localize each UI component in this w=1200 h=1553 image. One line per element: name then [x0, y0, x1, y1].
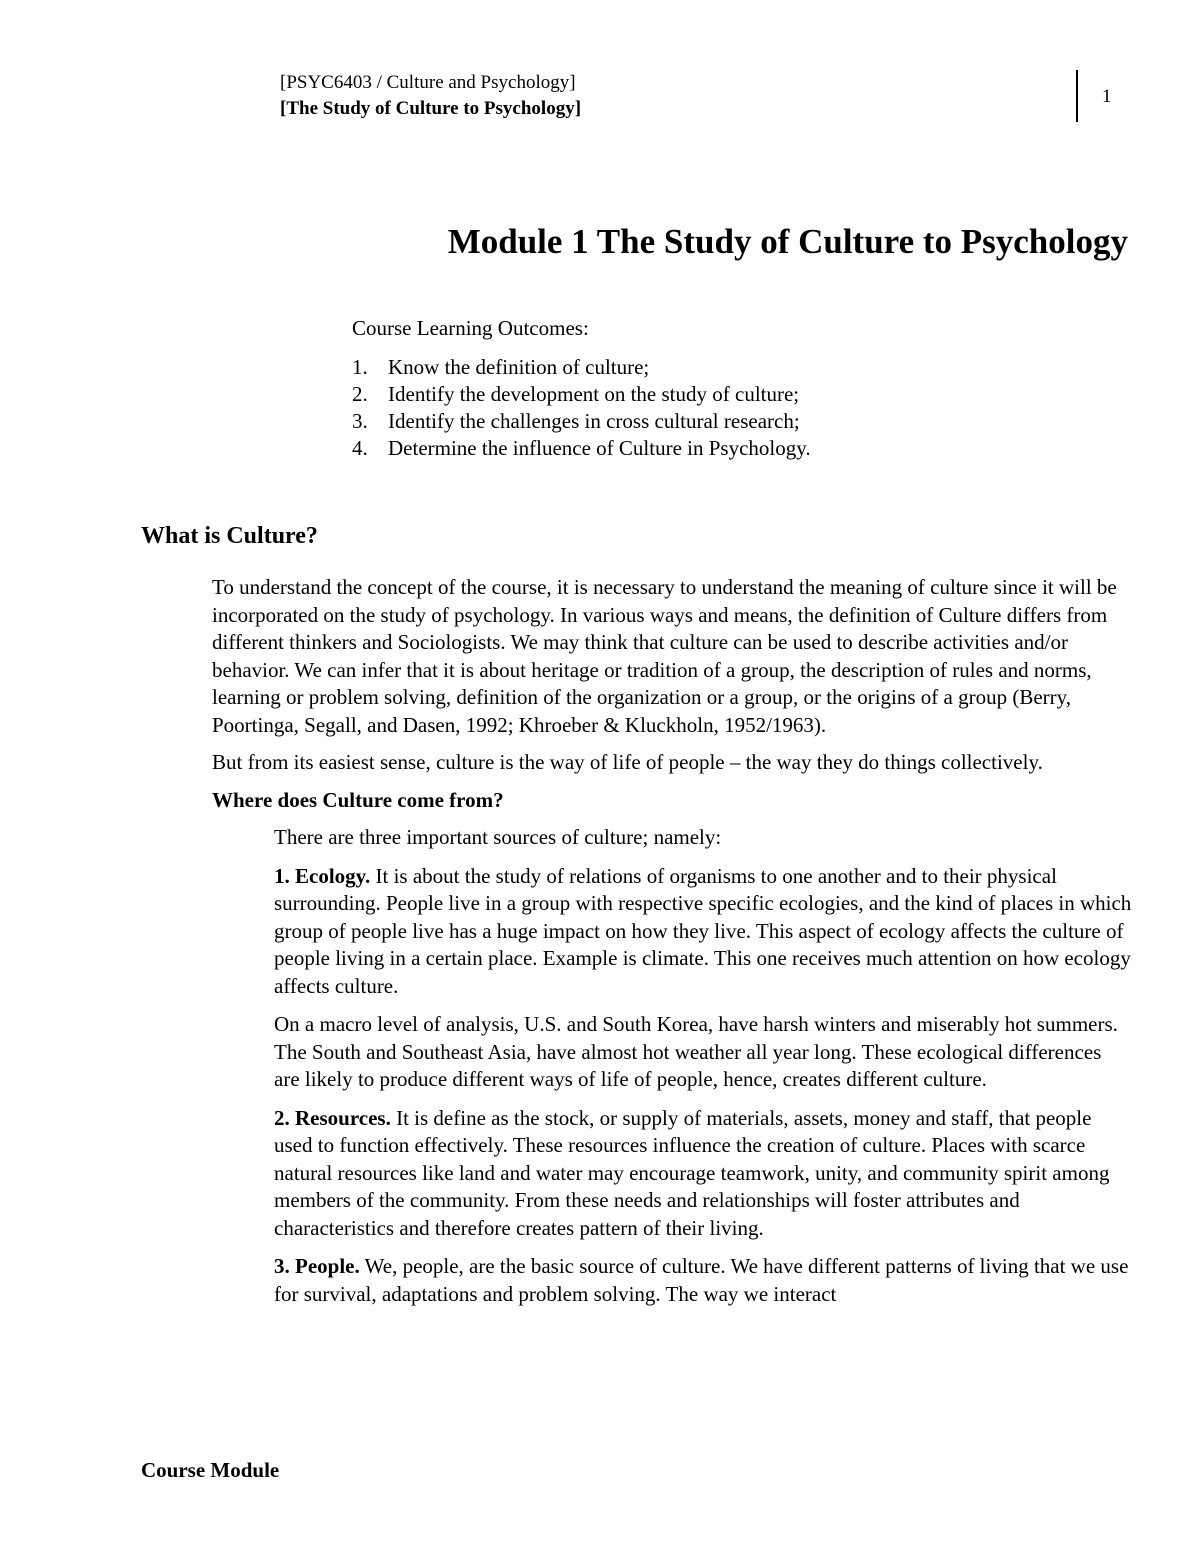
source-label: 2. Resources.	[274, 1105, 391, 1130]
source-item	[274, 1011, 1132, 1094]
outcome-text: Identify the development on the study of culture;	[388, 382, 800, 406]
source-item	[274, 863, 1132, 1001]
body-paragraph: To understand the concept of the course, it is necessary to understand the meaning of culture since it will be incorporated on the study of psychology. In various ways and means, the definition of Culture differs from different thinkers and Sociologists. We may think that culture can be used to describe activities and/or behavior. We can infer that it is about heritage or tradition of a group, the description of rules and norms, learning or problem solving, definition of the organization or a group, or the origins of a group (Berry, Poortinga, Segall, and Dasen, 1992; Khroeber & Kluckholn, 1952/1963).	[212, 575, 1117, 737]
footer-label: Course Module	[141, 1458, 280, 1482]
sources-intro: There are three important sources of culture; namely:	[274, 825, 722, 849]
outcome-item	[352, 354, 811, 381]
outcome-item	[352, 408, 811, 435]
sub-heading: Where does Culture come from?	[212, 787, 504, 812]
source-item	[274, 1105, 1132, 1243]
outcome-item	[352, 381, 811, 408]
section-body	[212, 574, 1132, 1319]
outcome-text: Identify the challenges in cross cultural research;	[388, 409, 800, 433]
module-title: Module 1 The Study of Culture to Psychology	[447, 222, 1128, 261]
outcome-number: 2.	[352, 382, 368, 406]
learning-outcomes	[352, 314, 811, 462]
source-label: 1. Ecology.	[274, 863, 371, 888]
outcome-text: Know the definition of culture;	[388, 355, 650, 379]
source-text: On a macro level of analysis, U.S. and South Korea, have harsh winters and miserably hot summers. The South and Southeast Asia, have almost hot weather all year long. These ecological differences are likely to produce different ways of life of people, hence, creates different culture.	[274, 1012, 1118, 1091]
page-number: 1	[1102, 86, 1112, 107]
running-header	[280, 70, 581, 122]
source-text: It is define as the stock, or supply of materials, assets, money and staff, that people used to function effectively. These resources influence the creation of culture. Places with scarce natural resources like land and water may encourage teamwork, unity, and community spirit among members of the community. From these needs and relationships will foster attributes and characteristics and therefore creates pattern of their living.	[274, 1105, 1110, 1240]
outcome-item	[352, 435, 811, 462]
outcomes-heading: Course Learning Outcomes:	[352, 316, 589, 340]
source-text: It is about the study of relations of organisms to one another and to their physical surrounding. People live in a group with respective specific ecologies, and the kind of places in which group of people live has a huge impact on how they live. This aspect of ecology affects the culture of people living in a certain place. Example is climate. This one receives much attention on how ecology affects culture.	[274, 863, 1132, 998]
outcome-number: 1.	[352, 355, 368, 379]
body-paragraph: But from its easiest sense, culture is the way of life of people – the way they do things collectively.	[212, 750, 1043, 774]
section-heading: What is Culture?	[141, 523, 318, 549]
header-course-line: [PSYC6403 / Culture and Psychology]	[280, 72, 576, 93]
source-item	[274, 1253, 1132, 1308]
outcomes-list	[352, 354, 811, 462]
source-label: 3. People.	[274, 1254, 360, 1278]
header-topic-line: [The Study of Culture to Psychology]	[280, 98, 582, 119]
outcome-text: Determine the influence of Culture in Psychology.	[388, 436, 811, 460]
sources-block	[274, 824, 1132, 1308]
outcome-number: 4.	[352, 436, 368, 460]
header-divider	[1076, 70, 1078, 122]
source-text: We, people, are the basic source of culture. We have different patterns of living that we use for survival, adaptations and problem solving. The way we interact	[274, 1254, 1129, 1306]
outcome-number: 3.	[352, 409, 368, 433]
